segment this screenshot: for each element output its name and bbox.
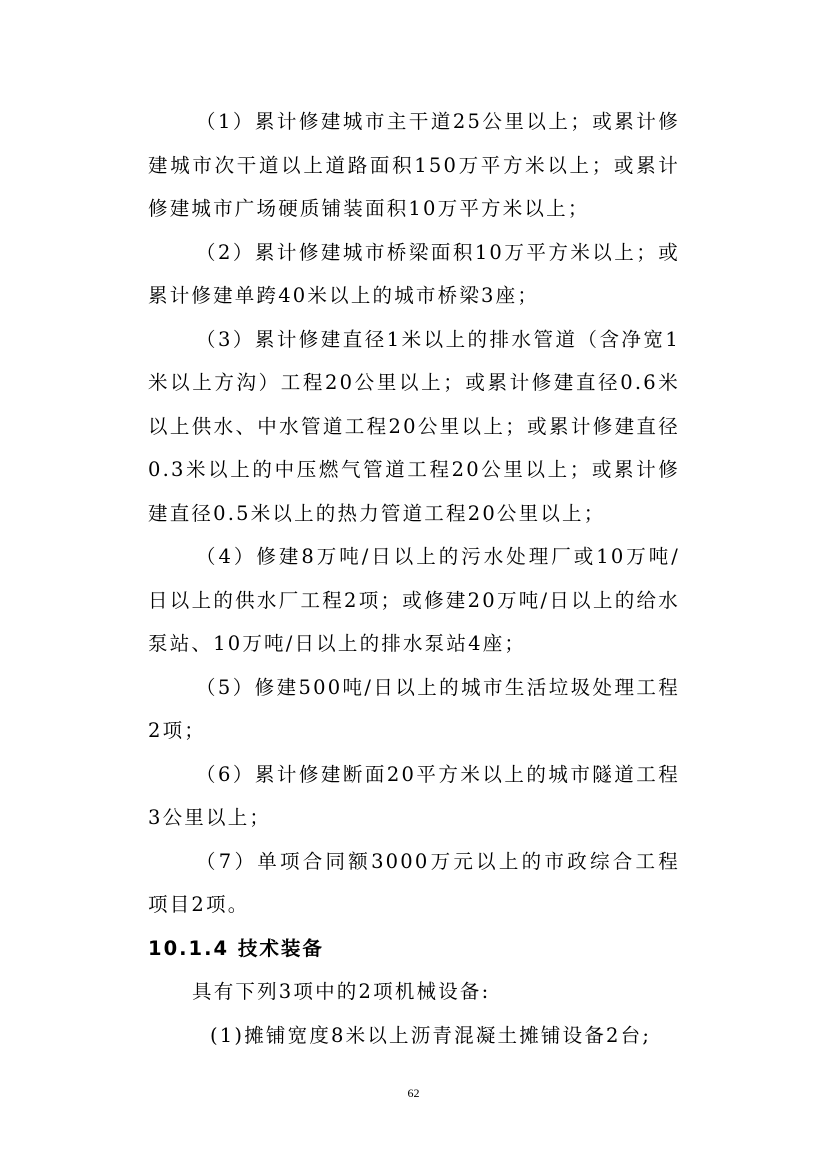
section-title: 技术装备 (237, 936, 324, 960)
requirement-6: （6）累计修建断面20平方米以上的城市隧道工程3公里以上； (148, 762, 680, 829)
document-body (148, 100, 680, 1057)
equipment-item-1: (1)摊铺宽度8米以上沥青混凝土摊铺设备2台; (210, 1023, 652, 1047)
requirement-3: （3）累计修建直径1米以上的排水管道（含净宽1米以上方沟）工程20公里以上；或累计修建直径0.6米以上供水、中水管道工程20公里以上；或累计修建直径0.3米以上的中压燃气管道工程20公里以上；或累计修建直径0.5米以上的热力管道工程20公里以上； (148, 327, 680, 525)
requirement-1: （1）累计修建城市主干道25公里以上；或累计修建城市次干道以上道路面积150万平方米以上；或累计修建城市广场硬质铺装面积10万平方米以上； (148, 110, 680, 220)
equipment-intro: 具有下列3项中的2项机械设备: (192, 980, 491, 1003)
requirement-7: （7）单项合同额3000万元以上的市政综合工程项目2项。 (148, 849, 680, 916)
section-number: 10.1.4 (148, 936, 230, 960)
requirement-2: （2）累计修建城市桥梁面积10万平方米以上；或累计修建单跨40米以上的城市桥梁3座； (148, 240, 680, 307)
requirement-5: （5）修建500吨/日以上的城市生活垃圾处理工程2项； (148, 675, 680, 742)
section-heading (148, 927, 680, 971)
page-number: 62 (407, 1086, 420, 1100)
requirement-4: （4）修建8万吨/日以上的污水处理厂或10万吨/日以上的供水厂工程2项；或修建20万吨/日以上的给水泵站、10万吨/日以上的排水泵站4座； (148, 545, 680, 655)
